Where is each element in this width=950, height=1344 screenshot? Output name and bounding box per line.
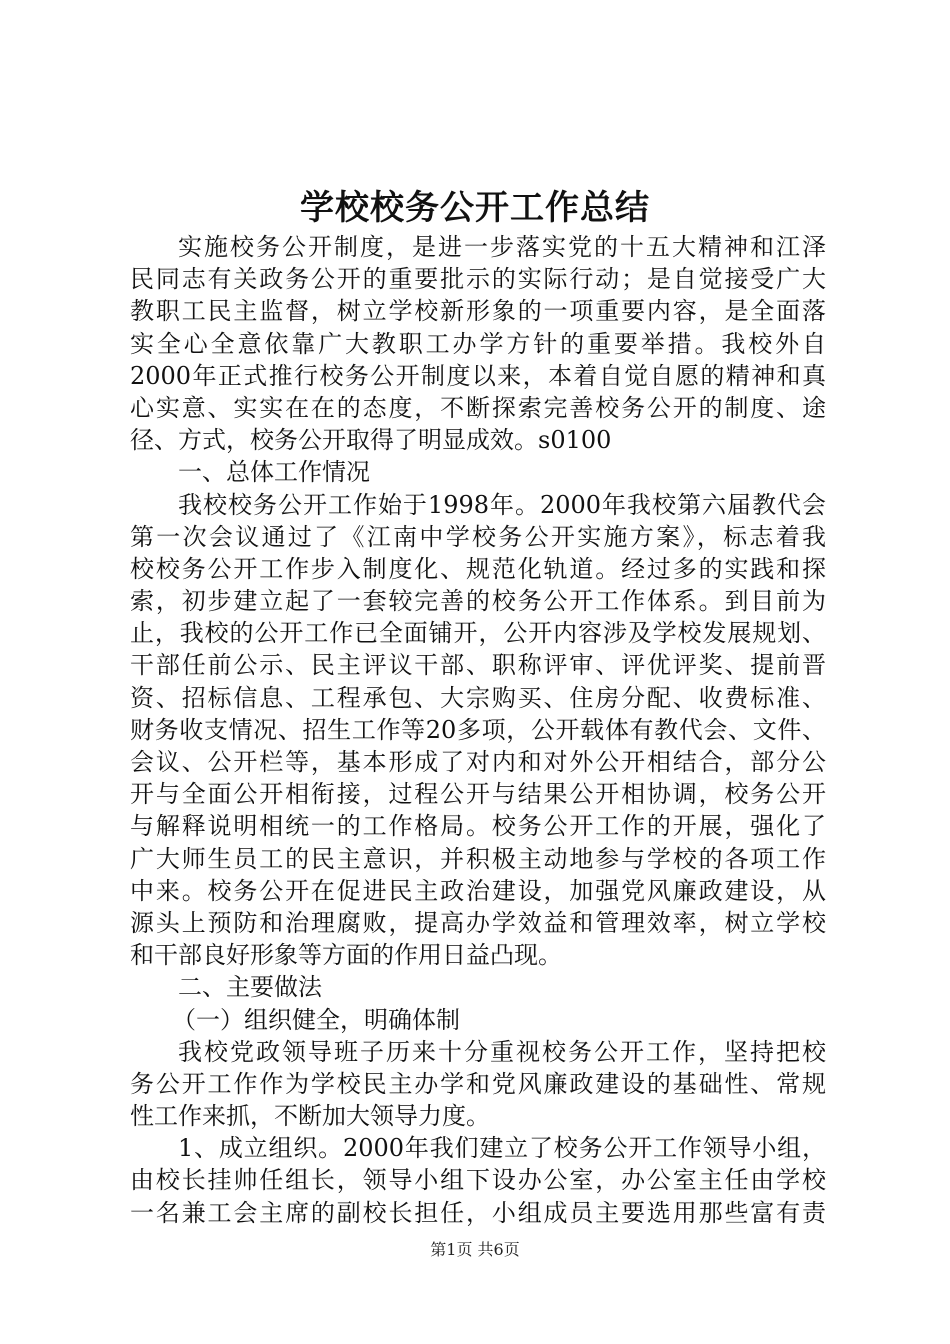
body-line: 和干部良好形象等方面的作用日益凸现。	[130, 941, 562, 970]
page-number-footer: 第1页 共6页	[430, 1240, 520, 1259]
body-line: 止，我校的公开工作已全面铺开，公开内容涉及学校发展规划、	[130, 619, 826, 648]
body-line: 与解释说明相统一的工作格局。校务公开工作的开展，强化了	[130, 812, 826, 841]
document-body	[130, 231, 826, 1229]
body-line: 校校务公开工作步入制度化、规范化轨道。经过多的实践和探	[130, 554, 826, 583]
body-line: 教职工民主监督，树立学校新形象的一项重要内容，是全面落	[130, 297, 826, 326]
body-line: 索，初步建立起了一套较完善的校务公开工作体系。到目前为	[130, 587, 826, 616]
body-line: 我校校务公开工作始于1998年。2000年我校第六届教代会	[178, 490, 826, 519]
body-line: 源头上预防和治理腐败，提高办学效益和管理效率，树立学校	[130, 908, 826, 937]
body-line: 2000年正式推行校务公开制度以来，本着自觉自愿的精神和真	[130, 361, 826, 390]
body-line: 民同志有关政务公开的重要批示的实际行动；是自觉接受广大	[130, 265, 826, 294]
body-line: 实全心全意依靠广大教职工办学方针的重要举措。我校外自	[130, 329, 826, 358]
body-line: 务公开工作作为学校民主办学和党风廉政建设的基础性、常规	[130, 1069, 826, 1098]
body-line: 性工作来抓，不断加大领导力度。	[130, 1102, 490, 1131]
body-line: 会议、公开栏等，基本形成了对内和对外公开相结合，部分公	[130, 748, 826, 776]
section-heading: 二、主要做法	[178, 973, 322, 1002]
body-line: 1、成立组织。2000年我们建立了校务公开工作领导小组，	[178, 1134, 826, 1163]
body-line: 第一次会议通过了《江南中学校务公开实施方案》，标志着我	[130, 522, 826, 551]
section-heading: 一、总体工作情况	[178, 458, 370, 487]
body-line: 干部任前公示、民主评议干部、职称评审、评优评奖、提前晋	[130, 651, 826, 680]
body-line: 由校长挂帅任组长，领导小组下设办公室，办公室主任由学校	[130, 1166, 826, 1195]
body-line: 我校党政领导班子历来十分重视校务公开工作，坚持把校	[178, 1037, 826, 1066]
body-line: 一名兼工会主席的副校长担任，小组成员主要选用那些富有责	[130, 1198, 826, 1227]
body-line: 心实意、实实在在的态度，不断探索完善校务公开的制度、途	[130, 393, 826, 422]
body-line: 中来。校务公开在促进民主政治建设，加强党风廉政建设，从	[130, 876, 826, 905]
document-title: 学校校务公开工作总结	[300, 188, 650, 228]
body-line: 开与全面公开相衔接，过程公开与结果公开相协调，校务公开	[130, 780, 826, 809]
body-line: 实施校务公开制度，是进一步落实党的十五大精神和江泽	[178, 233, 826, 261]
subsection-heading: （一）组织健全，明确体制	[172, 1005, 460, 1034]
body-line: 财务收支情况、招生工作等20多项，公开载体有教代会、文件、	[130, 715, 826, 744]
body-line: 广大师生员工的民主意识，并积极主动地参与学校的各项工作	[130, 844, 826, 873]
body-line: 径、方式，校务公开取得了明显成效。s0100	[130, 426, 612, 455]
body-line: 资、招标信息、工程承包、大宗购买、住房分配、收费标准、	[130, 683, 826, 712]
